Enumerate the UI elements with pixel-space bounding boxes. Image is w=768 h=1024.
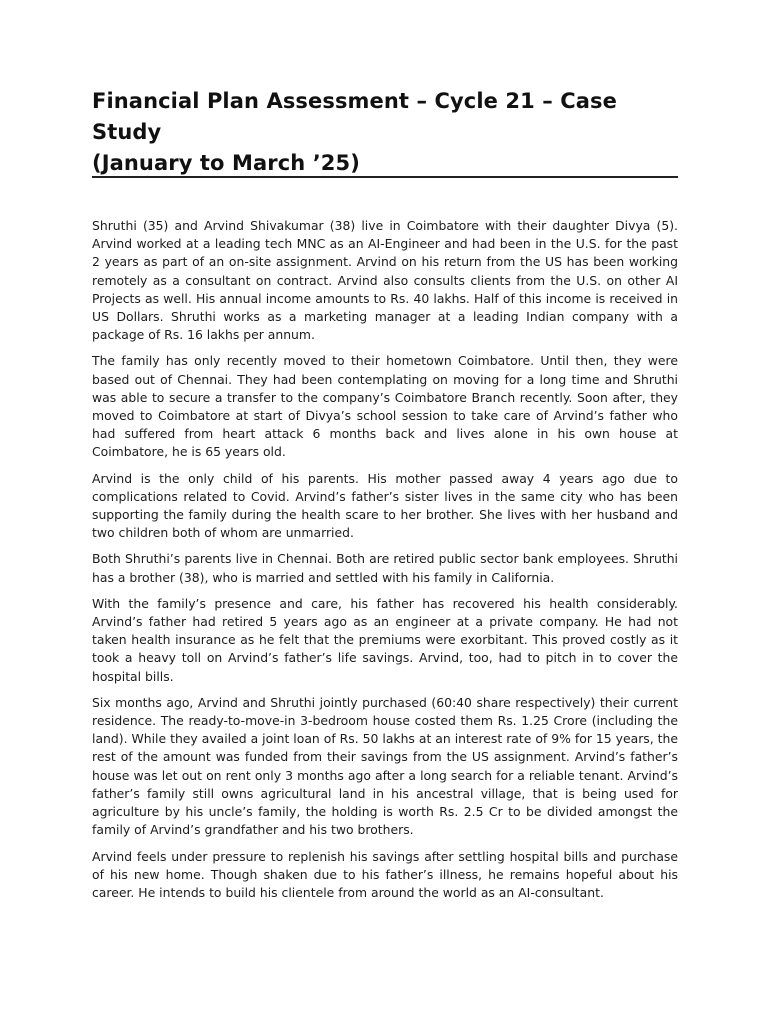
paragraph-shruthi-family: Both Shruthi’s parents live in Chennai. Both are retired public sector bank employees. Shruthi has a brother (38), who is married and settled with his family in California.: [92, 551, 678, 585]
paragraph-relocation: The family has only recently moved to their hometown Coimbatore. Until then, they were based out of Chennai. They had been contemplating on moving for a long time and Shruthi was able to secure a transfer to the company’s Coimbatore Branch recently. Soon after, they moved to Coimbatore at start of Divya’s school session to take care of Arvind’s father who had suffered from heart attack 6 months back and lives alone in his own house at Coimbatore, he is 65 years old.: [92, 353, 678, 460]
paragraph-father-health: With the family’s presence and care, his father has recovered his health considerably. Arvind’s father had retired 5 years ago as an engineer at a private company. He had not taken health insurance as he felt that the premiums were exorbitant. This proved costly as it took a heavy toll on Arvind’s father’s life savings. Arvind, too, had to pitch in to cover the hospital bills.: [92, 595, 678, 684]
title-line-2: (January to March ’25): [92, 151, 360, 175]
case-study-body: [92, 217, 678, 910]
document-title: [92, 86, 678, 179]
title-line-1: Financial Plan Assessment – Cycle 21 – Case Study: [92, 89, 617, 144]
paragraph-career-outlook: Arvind feels under pressure to replenish his savings after settling hospital bills and purchase of his new home. Though shaken due to his father’s illness, he remains hopeful about his career. He intends to build his clientele from around the world as an AI-consultant.: [92, 848, 678, 900]
paragraph-house-purchase: Six months ago, Arvind and Shruthi jointly purchased (60:40 share respectively) their current residence. The ready-to-move-in 3-bedroom house costed them Rs. 1.25 Crore (including the land). While they availed a joint loan of Rs. 50 lakhs at an interest rate of 9% for 15 years, the rest of the amount was funded from their savings from the US assignment. Arvind’s father’s house was let out on rent only 3 months ago after a long search for a reliable tenant. Arvind’s father’s family still owns agricultural land in his ancestral village, that is being used for agriculture by his uncle’s family, the holding is worth Rs. 2.5 Cr to be divided amongst the family of Arvind’s grandfather and his two brothers.: [92, 694, 678, 838]
paragraph-arvind-family: Arvind is the only child of his parents. His mother passed away 4 years ago due to complications related to Covid. Arvind’s father’s sister lives in the same city who has been supporting the family during the health scare to her brother. She lives with her husband and two children both of whom are unmarried.: [92, 470, 678, 541]
title-divider: [92, 176, 678, 178]
paragraph-family-intro: Shruthi (35) and Arvind Shivakumar (38) live in Coimbatore with their daughter Divya (5). Arvind worked at a leading tech MNC as an AI-Engineer and had been in the U.S. for the past 2 years as part of an on-site assignment. Arvind on his return from the US has been working remotely as a consultant on contract. Arvind also consults clients from the U.S. on other AI Projects as well. His annual income amounts to Rs. 40 lakhs. Half of this income is received in US Dollars. Shruthi works as a marketing manager at a leading Indian company with a package of Rs. 16 lakhs per annum.: [92, 218, 678, 343]
document-page: [92, 86, 678, 900]
